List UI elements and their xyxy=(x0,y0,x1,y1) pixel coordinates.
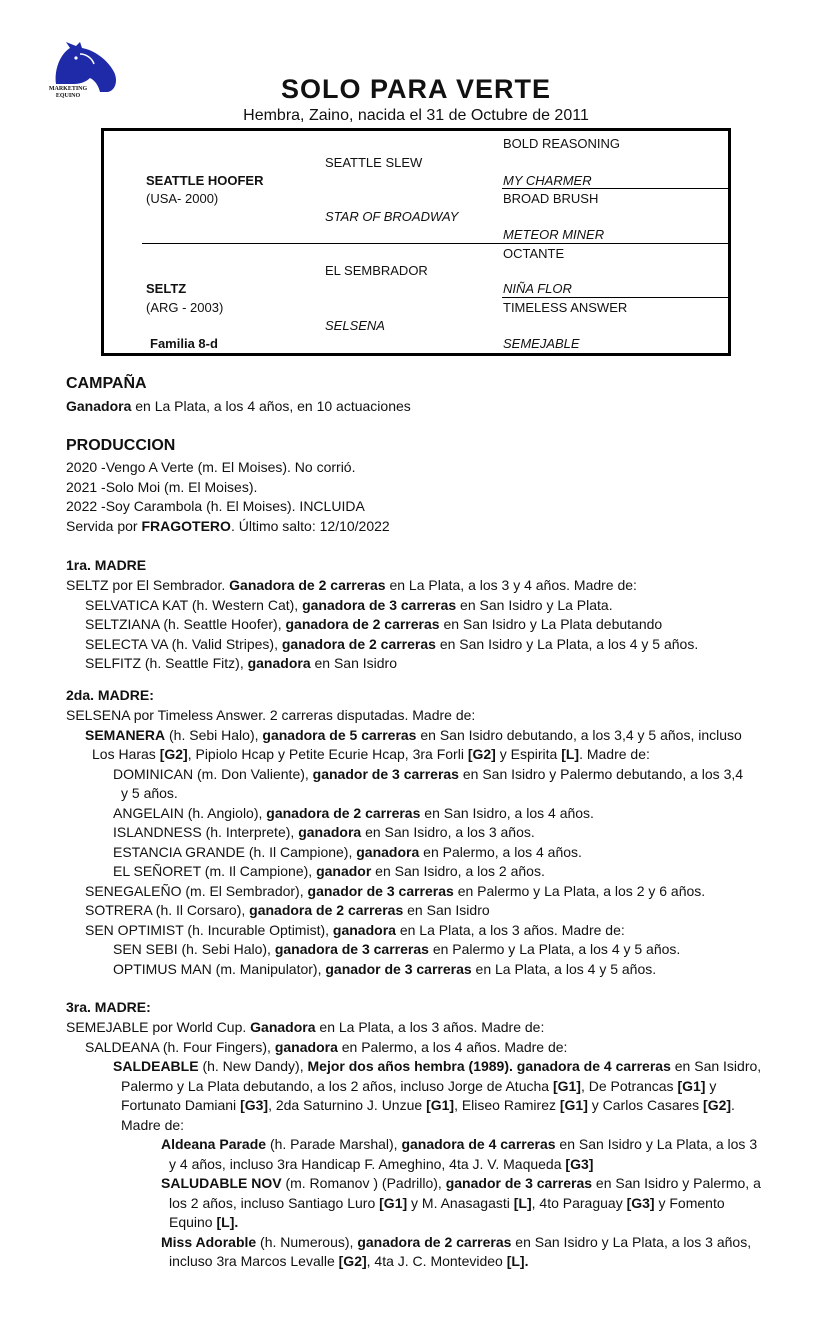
horse-name-title: SOLO PARA VERTE xyxy=(280,74,552,104)
great-grand-offspring-line: Aldeana Parade (h. Parade Marshal), ganadora de 4 carreras en San Isidro y La Plata, a los 3 xyxy=(161,1136,758,1152)
primera-madre-line: SELTZ por El Sembrador. Ganadora de 2 carreras en La Plata, a los 3 y 4 años. Madre de: xyxy=(66,577,637,593)
pedigree-divider xyxy=(502,188,728,189)
logo-text-line2: EQUINO xyxy=(55,93,81,99)
dam-name: SELTZ xyxy=(146,281,187,296)
produccion-item: 2022 -Soy Carambola (h. El Moises). INCLUIDA xyxy=(66,498,365,514)
grand-offspring-line-cont: Palermo y La Plata debutando, a los 2 años, incluso Jorge de Atucha [G1], De Potrancas [G1] y xyxy=(121,1078,717,1094)
horse-description: Hembra, Zaino, nacida el 31 de Octubre de 2011 xyxy=(243,107,589,124)
grand-offspring-line: OPTIMUS MAN (m. Manipulator), ganador de 3 carreras en La Plata, a los 4 y 5 años. xyxy=(113,961,657,977)
dam-dam: SELSENA xyxy=(325,318,385,333)
grand-offspring-line: ANGELAIN (h. Angiolo), ganadora de 2 carreras en San Isidro, a los 4 años. xyxy=(113,805,594,821)
ggp-3: BROAD BRUSH xyxy=(503,191,599,206)
pedigree-divider xyxy=(502,297,728,298)
pedigree-divider xyxy=(142,243,728,244)
grand-offspring-line-cont: y 5 años. xyxy=(121,785,178,801)
family-label: Familia 8-d xyxy=(150,336,218,351)
ggp-8: SEMEJABLE xyxy=(503,336,580,351)
offspring-line: SOTRERA (h. Il Corsaro), ganadora de 2 carreras en San Isidro xyxy=(85,902,490,918)
offspring-line: SENEGALEÑO (m. El Sembrador), ganador de 3 carreras en Palermo y La Plata, a los 2 y 6 años. xyxy=(85,883,706,899)
great-grand-offspring-line-cont: los 2 años, incluso Santiago Luro [G1] y M. Anasagasti [L], 4to Paraguay [G3] y Fomento xyxy=(169,1195,725,1211)
ggp-7: TIMELESS ANSWER xyxy=(503,300,628,315)
great-grand-offspring-line-cont: incluso 3ra Marcos Levalle [G2], 4ta J. C. Montevideo [L]. xyxy=(169,1253,529,1269)
grand-offspring-line-cont: Madre de: xyxy=(121,1117,185,1133)
great-grand-offspring-line: SALUDABLE NOV (m. Romanov ) (Padrillo), ganador de 3 carreras en San Isidro y Palermo, a xyxy=(161,1175,761,1191)
tercera-madre-heading: 3ra. MADRE: xyxy=(66,999,151,1015)
ggp-2: MY CHARMER xyxy=(503,173,592,188)
dam-sire: EL SEMBRADOR xyxy=(325,263,428,278)
offspring-line: SELTZIANA (h. Seattle Hoofer), ganadora de 2 carreras en San Isidro y La Plata debutando xyxy=(85,616,663,632)
offspring-line: SELVATICA KAT (h. Western Cat), ganadora de 3 carreras en San Isidro y La Plata. xyxy=(85,597,613,613)
grand-offspring-line: SALDEABLE (h. New Dandy), Mejor dos años hembra (1989). ganadora de 4 carreras en San Isidro, xyxy=(113,1058,762,1074)
grand-offspring-line-cont: Fortunato Damiani [G3], 2da Saturnino J. Unzue [G1], Eliseo Ramirez [G1] y Carlos Casares [G2]. xyxy=(121,1097,735,1113)
pedigree-table xyxy=(101,128,731,356)
sire-sire: SEATTLE SLEW xyxy=(325,155,423,170)
tercera-madre-line: SEMEJABLE por World Cup. Ganadora en La Plata, a los 3 años. Madre de: xyxy=(66,1019,545,1035)
offspring-line: SELFITZ (h. Seattle Fitz), ganadora en San Isidro xyxy=(85,655,397,671)
grand-offspring-line: SEN SEBI (h. Sebi Halo), ganadora de 3 carreras en Palermo y La Plata, a los 4 y 5 años. xyxy=(113,941,681,957)
ggp-4: METEOR MINER xyxy=(503,227,605,242)
grand-offspring-line: DOMINICAN (m. Don Valiente), ganador de 3 carreras en San Isidro y Palermo debutando, a los 3,4 xyxy=(113,766,744,782)
ggp-1: BOLD REASONING xyxy=(503,136,621,151)
grand-offspring-line: ESTANCIA GRANDE (h. Il Campione), ganadora en Palermo, a los 4 años. xyxy=(113,844,582,860)
great-grand-offspring-line-cont: Equino [L]. xyxy=(169,1214,239,1230)
offspring-line: SALDEANA (h. Four Fingers), ganadora en Palermo, a los 4 años. Madre de: xyxy=(85,1039,568,1055)
offspring-line: SEN OPTIMIST (h. Incurable Optimist), ganadora en La Plata, a los 3 años. Madre de: xyxy=(85,922,625,938)
offspring-line: SEMANERA (h. Sebi Halo), ganadora de 5 carreras en San Isidro debutando, a los 3,4 y 5 años, incluso xyxy=(85,727,742,743)
servida-line: Servida por FRAGOTERO. Último salto: 12/10/2022 xyxy=(66,518,390,534)
sire-name: SEATTLE HOOFER xyxy=(146,173,264,188)
sire-dam: STAR OF BROADWAY xyxy=(325,209,459,224)
ggp-6: NIÑA FLOR xyxy=(503,281,572,296)
produccion-item: 2020 -Vengo A Verte (m. El Moises). No corrió. xyxy=(66,459,356,475)
great-grand-offspring-line: Miss Adorable (h. Numerous), ganadora de 2 carreras en San Isidro y La Plata, a los 3 años, xyxy=(161,1234,752,1250)
sire-origin: (USA- 2000) xyxy=(146,191,219,206)
grand-offspring-line: EL SEÑORET (m. Il Campione), ganador en San Isidro, a los 2 años. xyxy=(113,863,545,879)
campana-heading: CAMPAÑA xyxy=(66,375,147,392)
campana-text: Ganadora en La Plata, a los 4 años, en 10 actuaciones xyxy=(66,398,411,414)
great-grand-offspring-line-cont: y 4 años, incluso 3ra Handicap F. Ameghino, 4ta J. V. Maqueda [G3] xyxy=(169,1156,594,1172)
produccion-item: 2021 -Solo Moi (m. El Moises). xyxy=(66,479,258,495)
logo-text-line1: MARKETING xyxy=(48,86,88,92)
primera-madre-heading: 1ra. MADRE xyxy=(66,557,147,573)
segunda-madre-line: SELSENA por Timeless Answer. 2 carreras disputadas. Madre de: xyxy=(66,707,476,723)
produccion-heading: PRODUCCION xyxy=(66,437,176,454)
offspring-line: SELECTA VA (h. Valid Stripes), ganadora de 2 carreras en San Isidro y La Plata, a los 4 y 5 años. xyxy=(85,636,699,652)
segunda-madre-heading: 2da. MADRE: xyxy=(66,687,154,703)
dam-origin: (ARG - 2003) xyxy=(146,300,224,315)
grand-offspring-line: ISLANDNESS (h. Interprete), ganadora en San Isidro, a los 3 años. xyxy=(113,824,535,840)
ggp-5: OCTANTE xyxy=(503,246,565,261)
offspring-line-cont: Los Haras [G2], Pipiolo Hcap y Petite Ecurie Hcap, 3ra Forli [G2] y Espirita [L]. Madre de: xyxy=(92,746,650,762)
